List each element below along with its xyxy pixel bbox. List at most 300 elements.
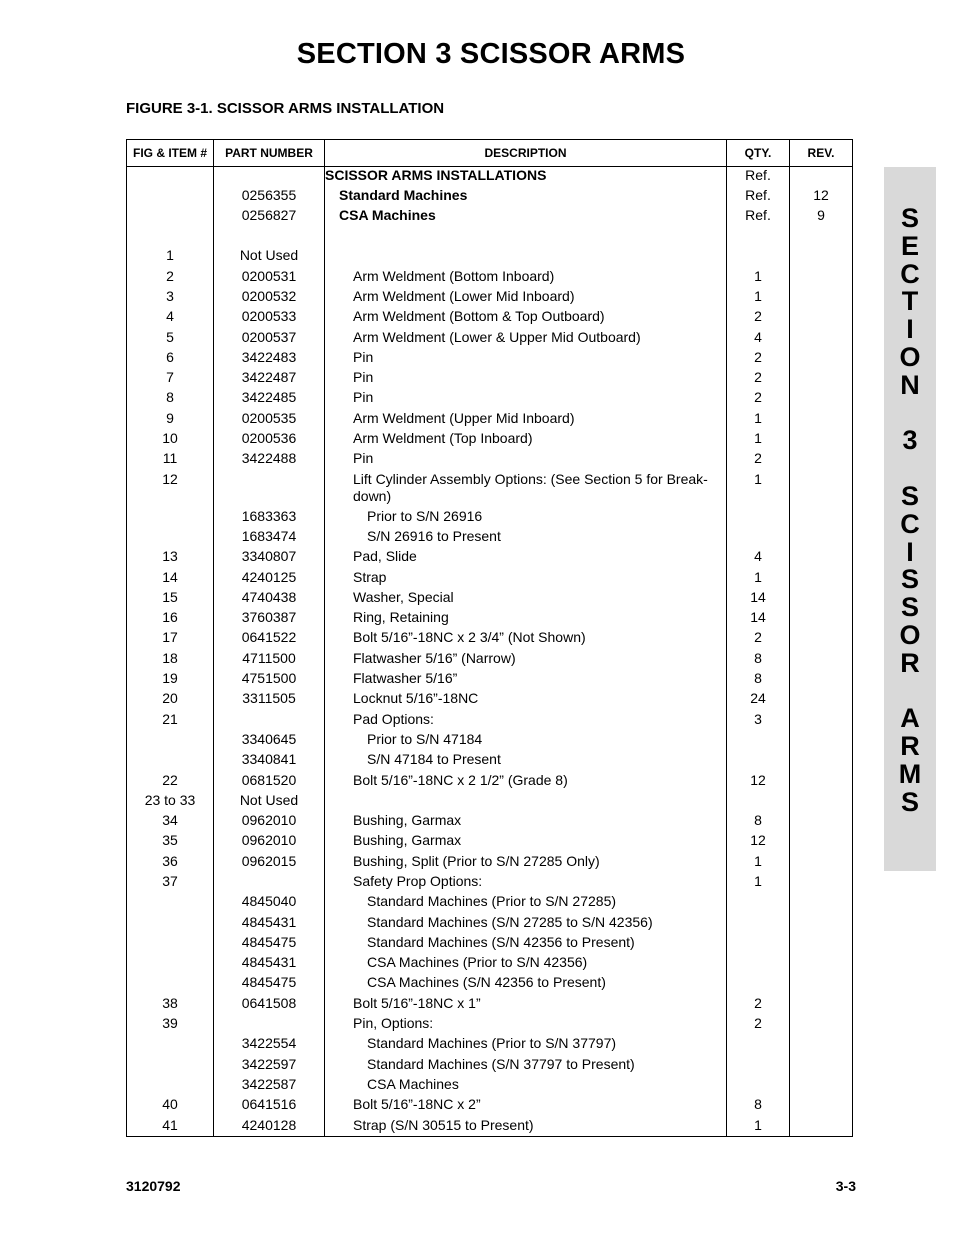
cell-rev <box>790 1117 853 1137</box>
cell-part-number: 3340841 <box>214 751 325 771</box>
table-row <box>127 974 853 994</box>
cell-fig-item <box>127 528 214 548</box>
cell-part-number: 0641508 <box>214 995 325 1015</box>
cell-qty: 1 <box>727 853 790 873</box>
parts-table-container <box>126 139 852 1137</box>
table-row <box>127 954 853 974</box>
cell-rev: 9 <box>790 207 853 227</box>
cell-description: CSA Machines (S/N 42356 to Present) <box>325 974 727 994</box>
cell-rev <box>790 430 853 450</box>
cell-part-number: 4240125 <box>214 569 325 589</box>
cell-description: Arm Weldment (Lower & Upper Mid Outboard) <box>325 329 727 349</box>
cell-part-number <box>214 167 325 187</box>
cell-description: Bushing, Split (Prior to S/N 27285 Only) <box>325 853 727 873</box>
cell-part-number: 0962010 <box>214 812 325 832</box>
cell-fig-item: 34 <box>127 812 214 832</box>
cell-fig-item: 40 <box>127 1096 214 1116</box>
cell-description: CSA Machines <box>325 207 727 227</box>
cell-fig-item: 14 <box>127 569 214 589</box>
cell-description: Lift Cylinder Assembly Options: (See Section 5 for Break-down) <box>325 471 727 508</box>
cell-part-number: 4751500 <box>214 670 325 690</box>
cell-fig-item: 35 <box>127 832 214 852</box>
cell-part-number: 3760387 <box>214 609 325 629</box>
cell-description: Bolt 5/16”-18NC x 2 3/4” (Not Shown) <box>325 629 727 649</box>
table-row <box>127 1015 853 1035</box>
cell-qty <box>727 247 790 267</box>
cell-rev <box>790 731 853 751</box>
cell-part-number: 3422485 <box>214 389 325 409</box>
cell-rev <box>790 1056 853 1076</box>
cell-part-number: 0200532 <box>214 288 325 308</box>
cell-fig-item: 1 <box>127 247 214 267</box>
table-row <box>127 1076 853 1096</box>
cell-qty <box>727 528 790 548</box>
cell-fig-item: 8 <box>127 389 214 409</box>
cell-rev <box>790 268 853 288</box>
side-tab-letter: I <box>906 314 914 345</box>
cell-fig-item: 9 <box>127 410 214 430</box>
cell-fig-item <box>127 167 214 187</box>
side-tab-letter: S <box>900 786 919 817</box>
cell-description: Flatwasher 5/16” <box>325 670 727 690</box>
cell-part-number: 3340645 <box>214 731 325 751</box>
cell-fig-item <box>127 731 214 751</box>
cell-fig-item <box>127 914 214 934</box>
cell-part-number: 0681520 <box>214 772 325 792</box>
cell-part-number <box>214 471 325 508</box>
cell-qty <box>727 954 790 974</box>
cell-description: Ring, Retaining <box>325 609 727 629</box>
cell-qty <box>727 1056 790 1076</box>
table-row <box>127 832 853 852</box>
cell-qty: Ref. <box>727 167 790 187</box>
cell-rev <box>790 308 853 328</box>
side-tab-letter: M <box>898 759 922 789</box>
cell-part-number: 3422483 <box>214 349 325 369</box>
cell-qty: 14 <box>727 589 790 609</box>
table-row <box>127 1035 853 1055</box>
cell-rev <box>790 650 853 670</box>
parts-table-body <box>127 167 853 1137</box>
table-row <box>127 1056 853 1076</box>
cell-qty: Ref. <box>727 187 790 207</box>
figure-title: FIGURE 3-1. SCISSOR ARMS INSTALLATION <box>126 100 445 117</box>
cell-description: Prior to S/N 47184 <box>325 731 727 751</box>
cell-description: Arm Weldment (Lower Mid Inboard) <box>325 288 727 308</box>
cell-description: Washer, Special <box>325 589 727 609</box>
cell-fig-item <box>127 954 214 974</box>
cell-fig-item: 3 <box>127 288 214 308</box>
cell-qty: 14 <box>727 609 790 629</box>
cell-part-number: 1683363 <box>214 508 325 528</box>
side-tab-letter: C <box>900 508 920 539</box>
cell-rev <box>790 349 853 369</box>
cell-part-number: 4845431 <box>214 914 325 934</box>
cell-rev <box>790 772 853 792</box>
cell-description: Pin <box>325 450 727 470</box>
cell-rev <box>790 609 853 629</box>
cell-description: Standard Machines (Prior to S/N 27285) <box>325 893 727 913</box>
cell-rev <box>790 1096 853 1116</box>
table-row <box>127 227 853 247</box>
cell-part-number: 4845040 <box>214 893 325 913</box>
cell-qty: 12 <box>727 772 790 792</box>
cell-rev <box>790 569 853 589</box>
cell-qty <box>727 792 790 812</box>
cell-description: Bolt 5/16”-18NC x 1” <box>325 995 727 1015</box>
table-row <box>127 167 853 187</box>
cell-part-number: 1683474 <box>214 528 325 548</box>
cell-fig-item: 6 <box>127 349 214 369</box>
cell-qty <box>727 1076 790 1096</box>
cell-description: Standard Machines <box>325 187 727 207</box>
table-row <box>127 609 853 629</box>
cell-fig-item: 19 <box>127 670 214 690</box>
parts-table <box>126 139 853 1137</box>
cell-description: Standard Machines (S/N 27285 to S/N 42356) <box>325 914 727 934</box>
side-tab-letter: A <box>900 703 920 734</box>
side-tab-letter: E <box>900 230 919 261</box>
cell-rev <box>790 751 853 771</box>
cell-description <box>325 247 727 267</box>
cell-rev <box>790 508 853 528</box>
cell-rev <box>790 227 853 247</box>
cell-qty: Ref. <box>727 207 790 227</box>
cell-qty <box>727 893 790 913</box>
side-tab-letter: R <box>900 731 920 762</box>
cell-part-number: 4240128 <box>214 1117 325 1137</box>
cell-fig-item: 36 <box>127 853 214 873</box>
side-tab-letter: S <box>900 203 919 233</box>
cell-qty: 1 <box>727 569 790 589</box>
cell-description: S/N 47184 to Present <box>325 751 727 771</box>
cell-rev <box>790 690 853 710</box>
cell-rev <box>790 288 853 308</box>
cell-rev <box>790 670 853 690</box>
cell-description: Pad Options: <box>325 711 727 731</box>
side-tab-letter: S <box>900 564 919 595</box>
cell-qty: 8 <box>727 650 790 670</box>
cell-description: Pin <box>325 349 727 369</box>
table-row <box>127 629 853 649</box>
cell-qty: 2 <box>727 629 790 649</box>
cell-qty: 8 <box>727 812 790 832</box>
cell-qty: 1 <box>727 471 790 508</box>
cell-description: Locknut 5/16”-18NC <box>325 690 727 710</box>
table-row <box>127 670 853 690</box>
cell-rev <box>790 1076 853 1096</box>
cell-rev <box>790 954 853 974</box>
cell-qty: 2 <box>727 995 790 1015</box>
cell-fig-item: 21 <box>127 711 214 731</box>
cell-fig-item <box>127 187 214 207</box>
header-part-number: PART NUMBER <box>214 140 325 167</box>
table-row <box>127 329 853 349</box>
cell-qty: 1 <box>727 430 790 450</box>
cell-description: Standard Machines (S/N 42356 to Present) <box>325 934 727 954</box>
table-row <box>127 268 853 288</box>
side-tab-letter: O <box>899 342 921 372</box>
table-row <box>127 389 853 409</box>
side-tab-letter: O <box>899 620 921 650</box>
cell-part-number: 4740438 <box>214 589 325 609</box>
side-tab-letter: C <box>900 258 920 289</box>
cell-rev <box>790 792 853 812</box>
cell-qty: 1 <box>727 873 790 893</box>
cell-rev <box>790 629 853 649</box>
cell-description: Bushing, Garmax <box>325 812 727 832</box>
table-row <box>127 308 853 328</box>
cell-qty: 1 <box>727 268 790 288</box>
cell-rev <box>790 247 853 267</box>
cell-description: CSA Machines <box>325 1076 727 1096</box>
header-qty: QTY. <box>727 140 790 167</box>
cell-description: Bolt 5/16”-18NC x 2” <box>325 1096 727 1116</box>
cell-description: Safety Prop Options: <box>325 873 727 893</box>
cell-description: Strap (S/N 30515 to Present) <box>325 1117 727 1137</box>
cell-description: Bushing, Garmax <box>325 832 727 852</box>
cell-fig-item: 22 <box>127 772 214 792</box>
cell-description: Pin, Options: <box>325 1015 727 1035</box>
cell-part-number: 0256355 <box>214 187 325 207</box>
cell-fig-item: 39 <box>127 1015 214 1035</box>
cell-part-number <box>214 1015 325 1035</box>
cell-description: Arm Weldment (Bottom & Top Outboard) <box>325 308 727 328</box>
table-row <box>127 288 853 308</box>
cell-fig-item: 17 <box>127 629 214 649</box>
cell-rev <box>790 1035 853 1055</box>
table-row <box>127 711 853 731</box>
cell-part-number: 0256827 <box>214 207 325 227</box>
cell-part-number: 3340807 <box>214 548 325 568</box>
cell-fig-item <box>127 207 214 227</box>
cell-qty <box>727 974 790 994</box>
cell-description: Flatwasher 5/16” (Narrow) <box>325 650 727 670</box>
cell-rev <box>790 410 853 430</box>
cell-rev <box>790 873 853 893</box>
cell-qty <box>727 1035 790 1055</box>
table-row <box>127 569 853 589</box>
cell-rev <box>790 995 853 1015</box>
cell-rev <box>790 893 853 913</box>
cell-part-number: 0962015 <box>214 853 325 873</box>
table-row <box>127 792 853 812</box>
cell-qty: 24 <box>727 690 790 710</box>
cell-rev <box>790 832 853 852</box>
cell-description: Strap <box>325 569 727 589</box>
cell-fig-item: 13 <box>127 548 214 568</box>
cell-description: S/N 26916 to Present <box>325 528 727 548</box>
table-row <box>127 650 853 670</box>
cell-part-number: 0200536 <box>214 430 325 450</box>
cell-part-number: 3311505 <box>214 690 325 710</box>
table-row <box>127 247 853 267</box>
cell-description: Arm Weldment (Bottom Inboard) <box>325 268 727 288</box>
cell-rev <box>790 711 853 731</box>
cell-fig-item: 23 to 33 <box>127 792 214 812</box>
cell-qty <box>727 914 790 934</box>
cell-description: Arm Weldment (Upper Mid Inboard) <box>325 410 727 430</box>
table-row <box>127 207 853 227</box>
table-row <box>127 731 853 751</box>
cell-qty: 1 <box>727 1117 790 1137</box>
cell-fig-item <box>127 227 214 247</box>
side-tab-letter: 3 <box>902 425 918 456</box>
cell-rev <box>790 369 853 389</box>
cell-part-number: 0641516 <box>214 1096 325 1116</box>
cell-qty: 2 <box>727 308 790 328</box>
cell-part-number: 0641522 <box>214 629 325 649</box>
table-row <box>127 812 853 832</box>
table-row <box>127 893 853 913</box>
cell-fig-item: 38 <box>127 995 214 1015</box>
cell-fig-item: 7 <box>127 369 214 389</box>
cell-rev <box>790 812 853 832</box>
cell-qty: 12 <box>727 832 790 852</box>
cell-fig-item: 20 <box>127 690 214 710</box>
cell-rev <box>790 450 853 470</box>
cell-part-number: 3422597 <box>214 1056 325 1076</box>
side-tab-letter: T <box>901 286 919 317</box>
cell-part-number: 0200535 <box>214 410 325 430</box>
cell-part-number: 4711500 <box>214 650 325 670</box>
cell-part-number: Not Used <box>214 247 325 267</box>
table-row <box>127 508 853 528</box>
cell-qty: 2 <box>727 389 790 409</box>
cell-qty <box>727 508 790 528</box>
side-tab-letter: S <box>900 481 919 511</box>
table-row <box>127 1117 853 1137</box>
cell-description <box>325 792 727 812</box>
cell-part-number: Not Used <box>214 792 325 812</box>
cell-qty: 8 <box>727 1096 790 1116</box>
cell-part-number: 3422554 <box>214 1035 325 1055</box>
cell-fig-item: 16 <box>127 609 214 629</box>
section-title: SECTION 3 SCISSOR ARMS <box>296 38 686 70</box>
cell-description: Standard Machines (Prior to S/N 37797) <box>325 1035 727 1055</box>
cell-fig-item <box>127 1076 214 1096</box>
cell-fig-item: 11 <box>127 450 214 470</box>
cell-rev <box>790 1015 853 1035</box>
cell-part-number: 3422587 <box>214 1076 325 1096</box>
cell-fig-item <box>127 893 214 913</box>
cell-qty: 2 <box>727 349 790 369</box>
cell-fig-item: 37 <box>127 873 214 893</box>
cell-qty: 3 <box>727 711 790 731</box>
cell-fig-item <box>127 934 214 954</box>
cell-part-number: 4845475 <box>214 934 325 954</box>
cell-rev <box>790 528 853 548</box>
cell-qty: 4 <box>727 329 790 349</box>
cell-qty: 2 <box>727 1015 790 1035</box>
cell-part-number: 3422488 <box>214 450 325 470</box>
cell-part-number: 0962010 <box>214 832 325 852</box>
page-number: 3-3 <box>835 1178 856 1194</box>
cell-description: Standard Machines (S/N 37797 to Present) <box>325 1056 727 1076</box>
section-side-tab <box>884 167 936 871</box>
cell-qty: 1 <box>727 288 790 308</box>
table-row <box>127 690 853 710</box>
table-row <box>127 934 853 954</box>
table-row <box>127 410 853 430</box>
table-row <box>127 369 853 389</box>
cell-part-number <box>214 711 325 731</box>
cell-qty <box>727 731 790 751</box>
side-tab-letter: R <box>900 647 920 678</box>
header-fig-item: FIG & ITEM # <box>127 140 214 167</box>
table-row <box>127 430 853 450</box>
cell-fig-item <box>127 751 214 771</box>
table-row <box>127 1096 853 1116</box>
cell-rev <box>790 471 853 508</box>
cell-description: Pin <box>325 369 727 389</box>
cell-part-number: 0200531 <box>214 268 325 288</box>
table-row <box>127 995 853 1015</box>
table-row <box>127 548 853 568</box>
cell-fig-item: 41 <box>127 1117 214 1137</box>
cell-fig-item: 10 <box>127 430 214 450</box>
table-row <box>127 528 853 548</box>
cell-part-number <box>214 873 325 893</box>
cell-fig-item <box>127 1035 214 1055</box>
cell-description: Bolt 5/16”-18NC x 2 1/2” (Grade 8) <box>325 772 727 792</box>
table-row <box>127 450 853 470</box>
table-row <box>127 589 853 609</box>
cell-fig-item: 5 <box>127 329 214 349</box>
cell-rev <box>790 589 853 609</box>
cell-description: SCISSOR ARMS INSTALLATIONS <box>325 167 727 187</box>
header-description: DESCRIPTION <box>325 140 727 167</box>
document-number: 3120792 <box>126 1178 181 1194</box>
cell-fig-item <box>127 508 214 528</box>
cell-description: Pad, Slide <box>325 548 727 568</box>
table-row <box>127 349 853 369</box>
side-tab-letter: I <box>906 536 914 567</box>
cell-fig-item <box>127 1056 214 1076</box>
cell-part-number: 0200533 <box>214 308 325 328</box>
cell-description: CSA Machines (Prior to S/N 42356) <box>325 954 727 974</box>
cell-rev <box>790 329 853 349</box>
cell-rev <box>790 853 853 873</box>
cell-qty: 4 <box>727 548 790 568</box>
cell-rev <box>790 934 853 954</box>
cell-fig-item: 4 <box>127 308 214 328</box>
header-rev: REV. <box>790 140 853 167</box>
cell-rev <box>790 548 853 568</box>
table-row <box>127 187 853 207</box>
cell-qty: 8 <box>727 670 790 690</box>
cell-description <box>325 227 727 247</box>
cell-fig-item: 12 <box>127 471 214 508</box>
cell-part-number: 4845475 <box>214 974 325 994</box>
cell-qty <box>727 751 790 771</box>
cell-part-number: 3422487 <box>214 369 325 389</box>
cell-rev: 12 <box>790 187 853 207</box>
cell-rev <box>790 389 853 409</box>
table-row <box>127 751 853 771</box>
side-tab-letter: N <box>900 369 920 400</box>
cell-part-number: 4845431 <box>214 954 325 974</box>
cell-part-number: 0200537 <box>214 329 325 349</box>
side-tab-letter: S <box>900 592 919 623</box>
cell-qty <box>727 227 790 247</box>
table-row <box>127 471 853 508</box>
table-row <box>127 772 853 792</box>
cell-part-number <box>214 227 325 247</box>
cell-qty: 1 <box>727 410 790 430</box>
cell-rev <box>790 167 853 187</box>
table-row <box>127 853 853 873</box>
